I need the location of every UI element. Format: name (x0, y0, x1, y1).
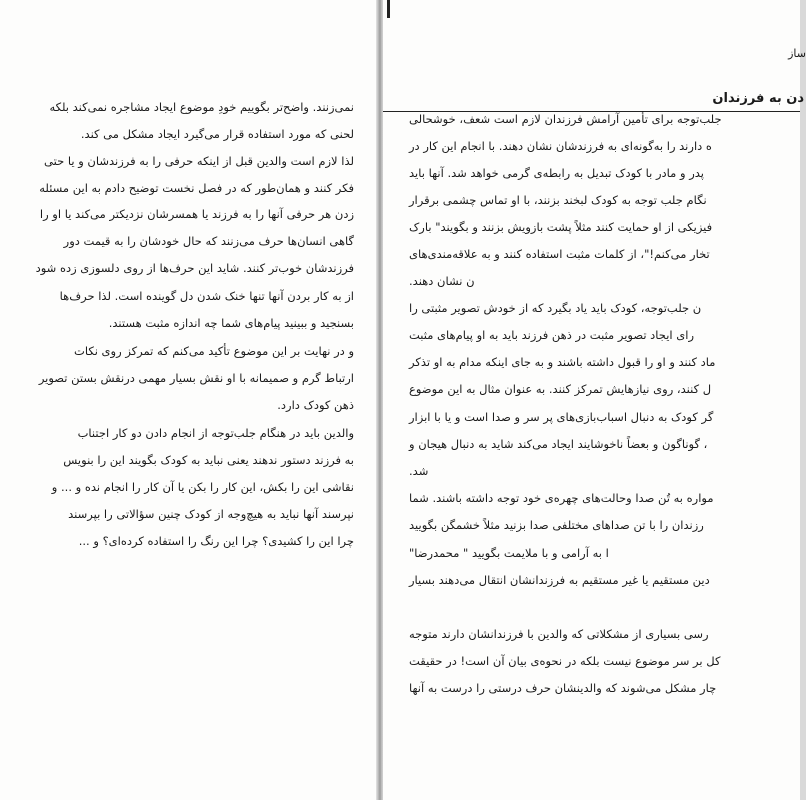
right-line-16: رزندان را با تن صداهای مختلفی صدا بزنید مثلاً خشمگن بگویید (409, 518, 704, 532)
right-line-19: رسی بسیاری از مشکلاتی که والدین با فرزندانشان دارند متوجه (409, 627, 709, 641)
right-line-17: ا به آرامی و با ملایمت بگویید " محمدرضا" (409, 546, 609, 560)
left-line-4: فکر کنند و همان‌طور که در فصل نخست توضیح دادم به این مسئله (39, 181, 354, 195)
right-line-20: کل بر سر موضوع نیست بلکه در نحوه‌ی بیان آن است! در حقیقت (409, 654, 721, 668)
right-line-9: رای ایجاد تصویر مثبت در ذهن فرزند باید به او پیام‌های مثبت (409, 328, 695, 342)
right-line-10: ماد کنند و او را قبول داشته باشند و به جای اینکه مدام به او تذکر (409, 355, 716, 369)
running-header: ساز (788, 47, 806, 60)
right-line-7: ن نشان دهند. (409, 274, 475, 288)
left-line-9: بسنجید و ببینید پیام‌های شما چه اندازه مثبت هستند. (108, 316, 354, 330)
right-line-12: گر کودک به دنبال اسباب‌بازی‌های پر سر و صدا است و یا با ابزار (409, 410, 714, 424)
right-line-21: چار مشکل می‌شوند که والدینشان حرف درستی را درست به آنها (409, 681, 717, 695)
right-line-1: جلب‌توجه برای تأمین آرامش فرزندان لازم است شعف، خوشحالی (409, 112, 722, 126)
right-line-2: ه دارند را به‌گونه‌ای به فرزندشان نشان دهند. با انجام این کار در (409, 139, 712, 153)
right-line-18: دین مستقیم یا غیر مستقیم به فرزندانشان انتقال می‌دهند بسیار (409, 573, 710, 587)
right-line-6: تخار می‌کنم!"، از کلمات مثبت استفاده کنند و به علاقه‌مندی‌های (409, 247, 710, 261)
left-line-7: فرزندشان خوب‌تر کنند. شاید این حرف‌ها از روی دلسوزی زده شود (35, 261, 354, 275)
left-line-12: ذهن کودک دارد. (277, 398, 354, 412)
right-line-4: نگام جلب توجه به کودک لبخند بزنند، با او تماس چشمی برقرار (409, 193, 707, 207)
right-line-5: فیزیکی از او حمایت کنند مثلاً پشت بازویش بزنند و بگویند" بارک (409, 220, 713, 234)
right-line-3: پدر و مادر با کودک تبدیل به رابطه‌ی گرمی خواهد شد. آنها باید (409, 166, 704, 180)
left-line-3: لذا لازم است والدین قبل از اینکه حرفی را به فرزندشان و یا حتی (44, 154, 354, 168)
right-line-8: ن جلب‌توجه، کودک باید یاد بگیرد که از خودش تصویر مثبتی را (409, 301, 702, 315)
right-page (383, 0, 806, 800)
left-line-1: نمی‌زنند. واضح‌تر بگوییم خودِ موضوع ایجاد مشاجره نمی‌کند بلکه (49, 100, 354, 114)
left-line-5: زدن هر حرفی آنها را به فرزند یا همسرشان نزدیکتر می‌کند یا او را (39, 207, 354, 221)
left-line-13: والدین باید در هنگام جلب‌توجه از انجام دادن دو کار اجتناب (77, 426, 354, 440)
right-line-15: مواره به تُن صدا وحالت‌های چهره‌ی خود توجه داشته باشند. شما (409, 491, 714, 505)
left-page (0, 0, 378, 800)
right-line-13: ، گوناگون و بعضاً ناخوشایند ایجاد می‌کند شاید به دنبال هیجان و (409, 437, 708, 451)
left-line-15: نقاشی این را بکش، این کار را بکن یا آن کار را انجام نده و ... و (51, 480, 354, 494)
left-line-6: گاهی انسان‌ها حرف می‌زنند که حال خودشان را به قیمت دور (63, 234, 354, 248)
right-line-14: شد. (409, 464, 429, 478)
left-line-17: چرا این را کشیدی؟ چرا این رنگ را استفاده کرده‌ای؟ و ... (78, 534, 354, 548)
right-line-11: ل کنند، روی نیازهایش تمرکز کنند. به عنوان مثال به این موضوع (409, 382, 712, 396)
top-mark (387, 0, 390, 18)
left-line-8: از به کار بردن آنها تنها خنک شدن دل گوینده است. لذا حرف‌ها (59, 289, 354, 303)
section-title: دن به فرزندان (712, 91, 804, 106)
left-line-16: نپرسند آنها نباید به هیچ‌وجه از کودک چنین سؤالاتی را بپرسند (68, 507, 354, 521)
left-line-2: لحنی که مورد استفاده قرار می‌گیرد ایجاد مشکل می کند. (80, 127, 354, 141)
left-line-14: به فرزند دستور ندهند یعنی نباید به کودک بگویند این را بنویس (63, 453, 354, 467)
left-line-11: ارتباط گرم و صمیمانه با او نقش بسیار مهمی درنقش بستن تصویر (38, 371, 354, 385)
left-line-10: و در نهایت بر این موضوع تأکید می‌کنم که تمرکز روی نکات (74, 344, 354, 358)
